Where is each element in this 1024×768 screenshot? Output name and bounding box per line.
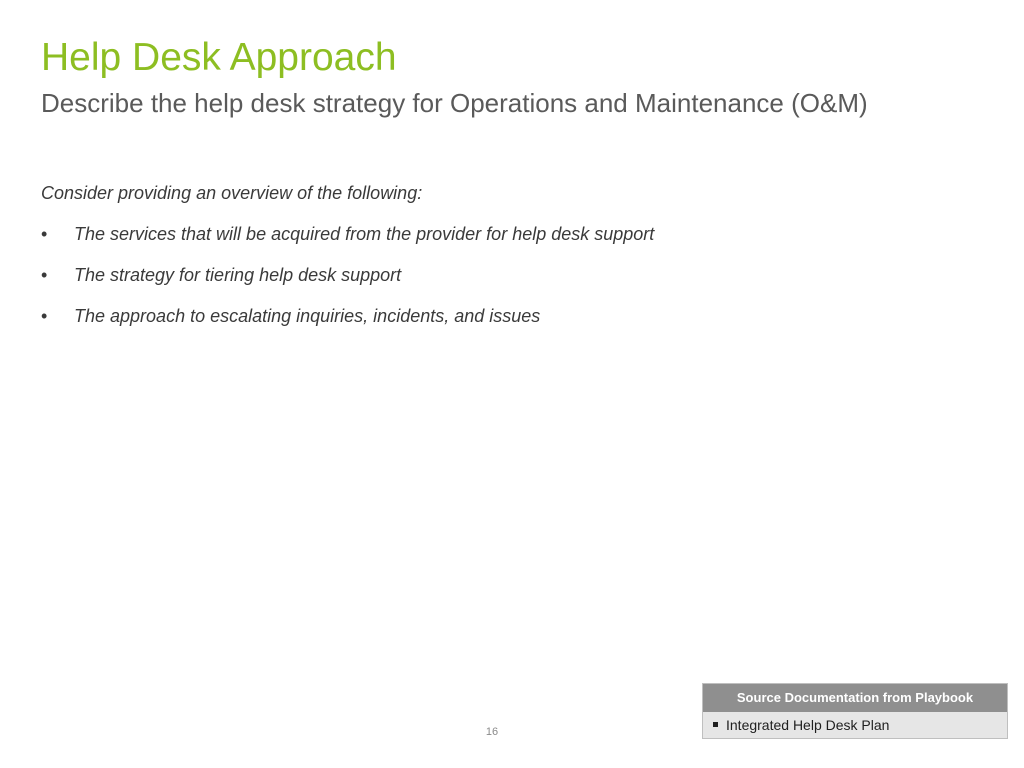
slide-body [41, 180, 841, 344]
slide-title: Help Desk Approach [41, 36, 397, 79]
source-documentation-header: Source Documentation from Playbook [703, 684, 1007, 712]
bullet-item [41, 303, 841, 329]
square-bullet-icon [713, 722, 718, 727]
source-documentation-item [703, 712, 1007, 738]
bullet-icon: • [41, 265, 48, 285]
bullet-list [41, 221, 841, 329]
intro-text: Consider providing an overview of the following: [41, 183, 423, 203]
bullet-icon: • [41, 306, 48, 326]
bullet-text: The approach to escalating inquiries, incidents, and issues [74, 306, 541, 326]
source-documentation-box [702, 683, 1008, 739]
bullet-icon: • [41, 224, 48, 244]
bullet-text: The services that will be acquired from the provider for help desk support [74, 224, 655, 244]
bullet-text: The strategy for tiering help desk support [74, 265, 402, 285]
slide-subtitle: Describe the help desk strategy for Operations and Maintenance (O&M) [41, 88, 868, 118]
page-number: 16 [485, 726, 499, 738]
bullet-item [41, 221, 841, 247]
source-documentation-item-label: Integrated Help Desk Plan [726, 717, 890, 733]
bullet-item [41, 262, 841, 288]
